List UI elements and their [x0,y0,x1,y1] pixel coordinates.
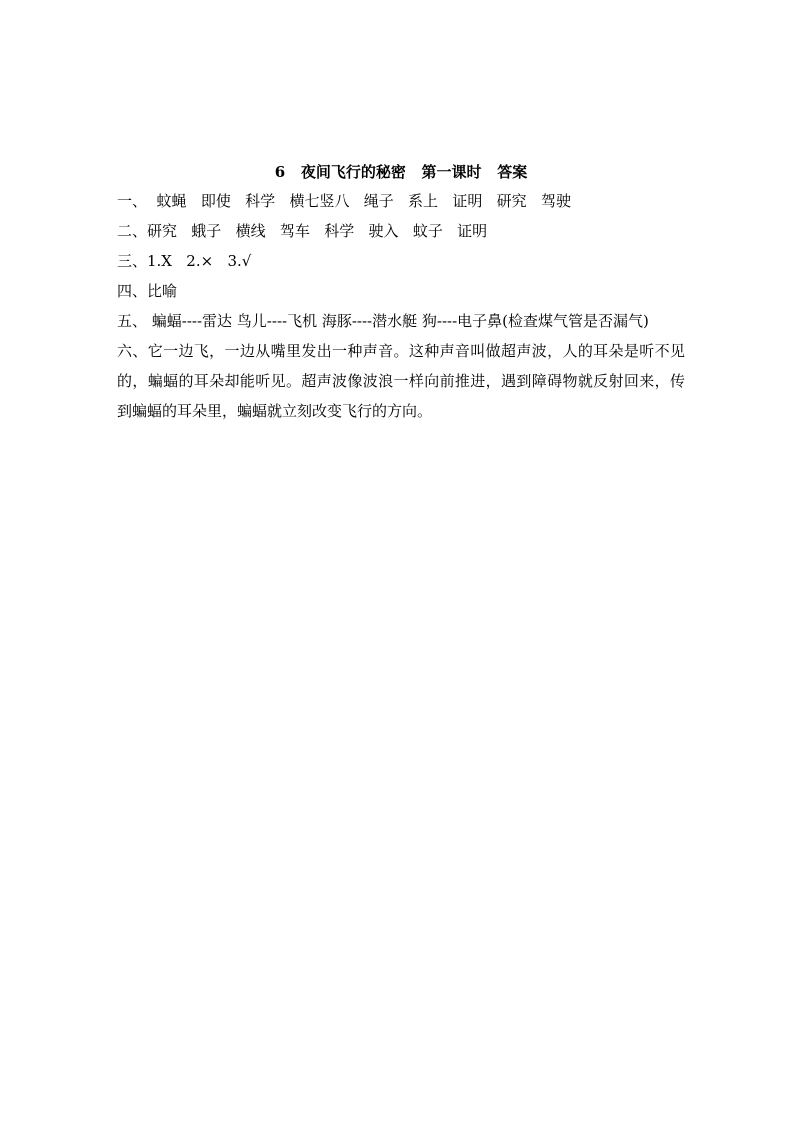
page-title: 6 夜间飞行的秘密 第一课时 答案 [274,163,528,181]
answer-section-3: 三、1.X 2.× 3.√ [117,252,252,270]
answer-section-1: 一、 蚊蝇 即使 科学 横七竖八 绳子 系上 证明 研究 驾驶 [117,192,571,210]
document-content [117,158,685,426]
answer-section-4: 四、比喻 [117,282,178,300]
answer-section-5: 五、 蝙蝠----雷达 鸟儿----飞机 海豚----潜水艇 狗----电子鼻(检查煤气管是否漏气) [117,312,649,330]
answer-section-6: 六、它一边飞，一边从嘴里发出一种声音。这种声音叫做超声波，人的耳朵是听不见的，蝙蝠的耳朵却能听见。超声波像波浪一样向前推进，遇到障碍物就反射回来，传到蝙蝠的耳朵里，蝙蝠就立刻改变飞行的方向。 [117,342,685,420]
answer-section-2: 二、研究 蛾子 横线 驾车 科学 驶入 蚊子 证明 [117,222,488,240]
